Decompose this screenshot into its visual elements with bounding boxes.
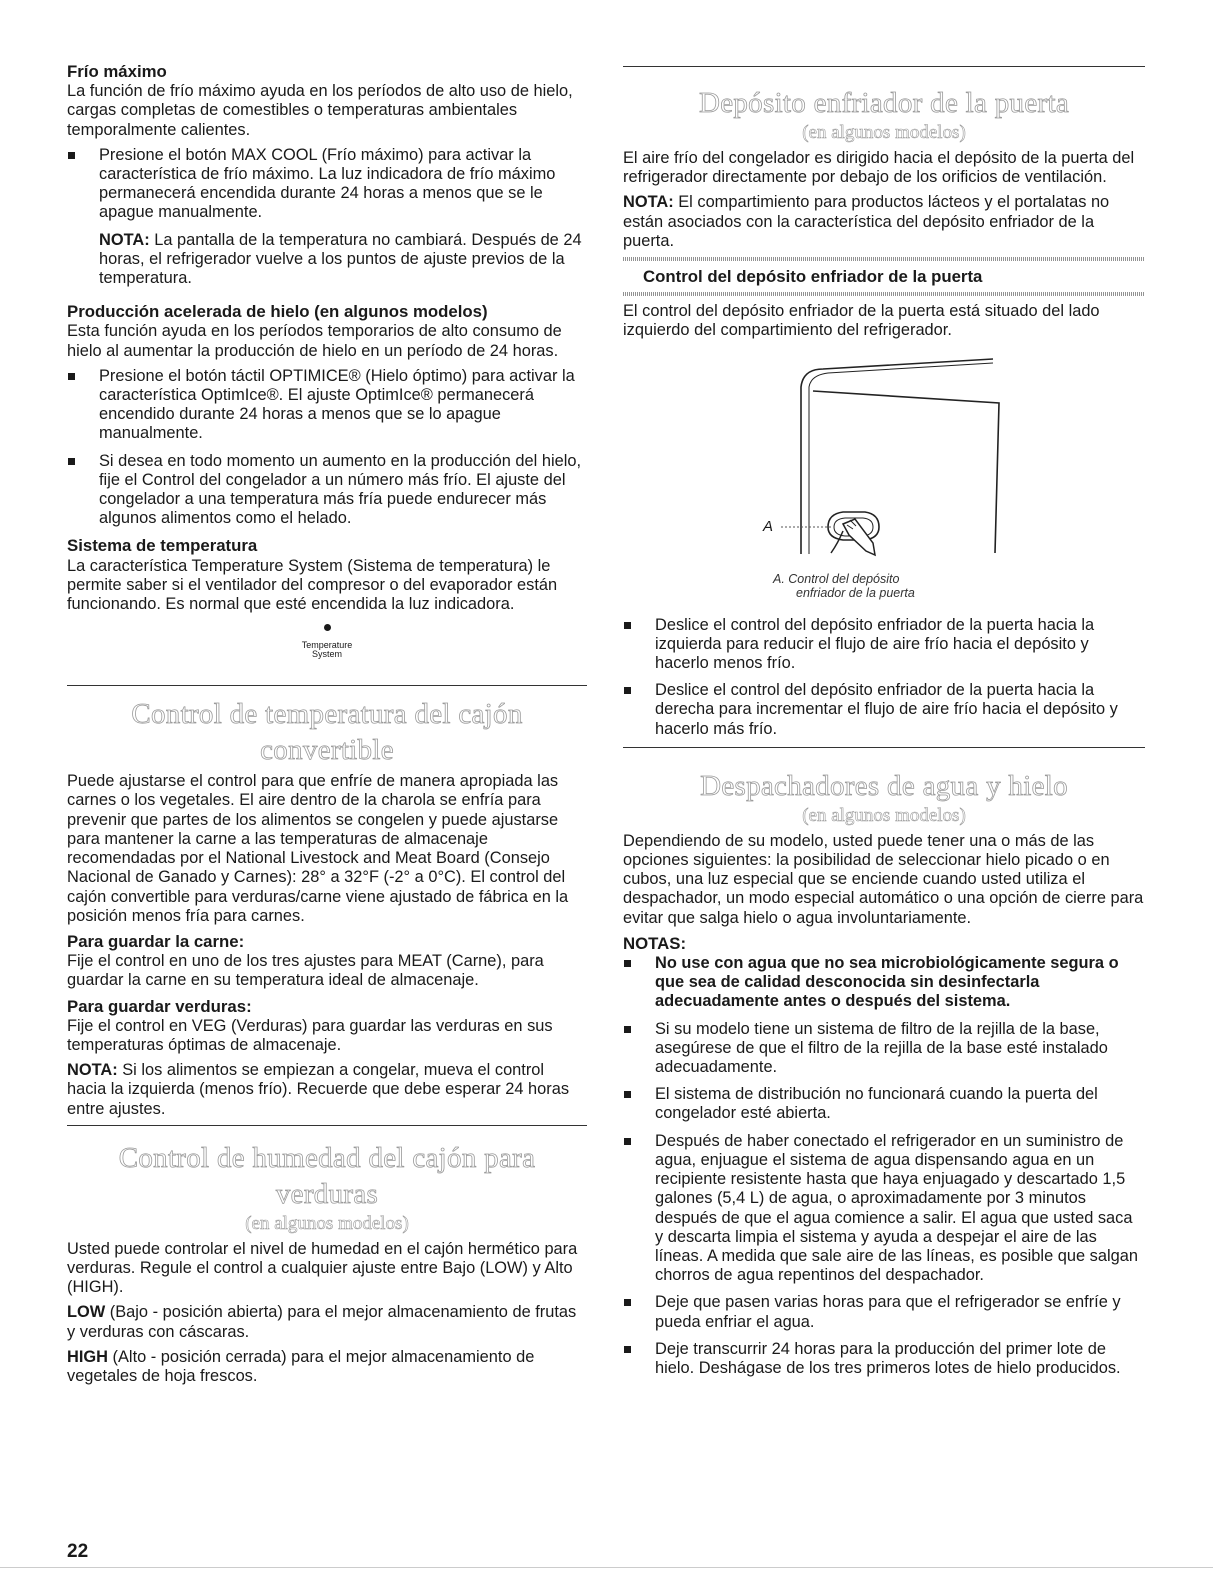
humedad-subtitle: (en algunos modelos): [245, 1212, 409, 1234]
deposito-note: [623, 193, 1145, 251]
section-frio-maximo: [67, 62, 587, 288]
list-item-text: Presione el botón táctil OPTIMICE® (Hielo óptimo) para activar la característica OptimIce®. El ajuste OptimIce® permanecerá encendido durante 24 horas a menos que se lo apague manualmente.: [99, 366, 575, 443]
left-column: [67, 62, 587, 1392]
list-item-text: Si su modelo tiene un sistema de filtro de la rejilla de la base, asegúrese de que el filtro de la rejilla de la base esté instalado adecuadamente.: [655, 1019, 1108, 1077]
list-item-text: El sistema de distribución no funcionará cuando la puerta del congelador esté abierta.: [655, 1085, 1098, 1123]
cajon-note: [67, 1061, 587, 1119]
high-label: HIGH: [67, 1347, 108, 1366]
list-item: [67, 367, 587, 444]
list-item-text: Deslice el control del depósito enfriador de la puerta hacia la derecha para incrementar el flujo de aire frío hacia el depósito y hacerlo más frío.: [655, 681, 1118, 738]
note-label: NOTA:: [67, 1061, 118, 1080]
hatched-divider: [623, 257, 1145, 261]
indicator-label: Temperature: [301, 640, 353, 651]
list-item: [623, 1020, 1145, 1078]
deposito-bullets: [623, 616, 1145, 739]
section-despachadores: [623, 748, 1145, 1378]
list-item-text: Deje transcurrir 24 horas para la producción del primer lote de hielo. Deshágase de los tres primeros lotes de hielo producidos.: [655, 1339, 1121, 1377]
section-humedad: [67, 1126, 587, 1386]
cajon-intro: Puede ajustarse el control para que enfríe de manera apropiada las carnes o los vegetales. El aire dentro de la charola se enfría para prevenir que partes de los alimentos se congelen y puede ajustarse para mantener la carne a las temperaturas de almacenaje recomendadas por el National Livestock and Meat Board (Consejo Nacional de Ganado y Carnes): 28° a 32°F (-2° a 0°C). El control del cajón convertible para verduras/carne viene ajustado de fábrica en la posición menos fría para carnes.: [67, 772, 569, 925]
right-column: [623, 66, 1145, 1386]
note-text: El compartimiento para productos lácteos y el portalatas no están asociados con la característica del depósito enfriador de la puerta.: [623, 193, 1110, 250]
despachadores-title: Despachadores de agua y hielo: [700, 769, 1068, 802]
sistema-intro: La característica Temperature System (Sistema de temperatura) le permite saber si el ventilador del compresor o del evaporador están funcionando. Es normal que esté encendida la luz indicadora.: [67, 556, 558, 614]
list-item: [623, 954, 1145, 1012]
page-bottom-rule: [0, 1567, 1213, 1568]
caption-line: A. Control del depósito: [773, 571, 900, 586]
list-item: [67, 452, 587, 529]
control-title: Control del depósito enfriador de la puerta: [643, 267, 983, 287]
carne-title: Para guardar la carne:: [67, 931, 245, 951]
frio-title: Frío máximo: [67, 62, 167, 81]
door-bin-figure: [623, 357, 1145, 572]
humedad-intro: Usted puede controlar el nivel de humedad en el cajón hermético para verduras. Regule el control a cualquier ajuste entre Bajo (LOW) y Alto (HIGH).: [67, 1239, 578, 1297]
bullet-square-icon: [624, 960, 631, 967]
carne-text: Fije el control en uno de los tres ajustes para MEAT (Carne), para guardar la carne en su temperatura ideal de almacenaje.: [67, 952, 544, 990]
list-item-text: Si desea en todo momento un aumento en la producción del hielo, fije el Control del congelador a un número más frío. El ajuste del congelador a una temperatura más fría puede endurecer más algunos alimentos como el helado.: [99, 451, 582, 528]
indicator-light-icon: [324, 624, 331, 631]
bullet-square-icon: [624, 1299, 631, 1306]
despachadores-subtitle: (en algunos modelos): [802, 804, 966, 826]
notas-label: NOTAS:: [623, 933, 687, 953]
bullet-square-icon: [68, 458, 75, 465]
note-text: La pantalla de la temperatura no cambiará. Después de 24 horas, el refrigerador vuelve a los puntos de ajuste previos de la temperatura.: [99, 230, 582, 288]
section-cajon-convertible: [67, 686, 587, 1118]
humedad-high: [67, 1348, 587, 1386]
figure-marker-a: A: [763, 517, 774, 535]
frio-bullets: [67, 146, 587, 223]
section-deposito: [623, 67, 1145, 739]
deposito-intro: El aire frío del congelador es dirigido hacia el depósito de la puerta del refrigerador directamente por debajo de los orificios de ventilación.: [623, 149, 1135, 187]
bullet-square-icon: [68, 373, 75, 380]
indicator-label: System: [311, 649, 342, 660]
bullet-square-icon: [624, 1026, 631, 1033]
deposito-title: Depósito enfriador de la puerta: [698, 87, 1070, 119]
note-label: NOTA:: [623, 193, 674, 212]
list-item: [623, 616, 1145, 674]
despachadores-bullets: [623, 954, 1145, 1378]
list-item-text: Deslice el control del depósito enfriador de la puerta hacia la izquierda para reducir el flujo de aire frío hacia el depósito y hacerlo menos frío.: [655, 615, 1095, 673]
bullet-square-icon: [624, 1346, 631, 1353]
bullet-square-icon: [68, 152, 75, 159]
list-item: [623, 1132, 1145, 1286]
figure-caption: [773, 572, 1145, 600]
hatched-divider: [623, 292, 1145, 296]
list-item: [623, 1340, 1145, 1378]
low-text: (Bajo - posición abierta) para el mejor almacenamiento de frutas y verduras con cáscaras.: [67, 1303, 577, 1341]
caption-line: enfriador de la puerta: [796, 585, 915, 600]
sistema-title: Sistema de temperatura: [67, 536, 258, 556]
control-text: El control del depósito enfriador de la puerta está situado del lado izquierdo del compartimiento del refrigerador.: [623, 302, 1100, 340]
verduras-title: Para guardar verduras:: [67, 996, 252, 1016]
list-item-text: Después de haber conectado el refrigerador en un suministro de agua, enjuague el sistema de agua dispensando agua en un recipiente resistente hasta que haya enjuagado y descartado 1,5 galones (5,4 L) de agua, o aproximadamente por 3 minutos después de que el agua comience a salir. El agua que usted saca y descarta limpia el sistema y ayuda a despejar el aire de las líneas. A medida que sale aire de las líneas, es posible que salgan chorros de agua repentinos del despachador.: [655, 1131, 1138, 1285]
list-item: [67, 146, 587, 223]
bullet-square-icon: [624, 1138, 631, 1145]
humedad-low: [67, 1303, 587, 1341]
verduras-text: Fije el control en VEG (Verduras) para guardar las verduras en sus temperaturas óptimas de almacenaje.: [67, 1016, 553, 1054]
bullet-square-icon: [624, 1091, 631, 1098]
hielo-intro: Esta función ayuda en los períodos temporarios de alto consumo de hielo al aumentar la producción de hielo en un período de 24 horas.: [67, 322, 562, 360]
hielo-bullets: [67, 367, 587, 529]
list-item: [623, 1293, 1145, 1331]
door-bin-illustration: [623, 357, 1145, 572]
frio-intro: La función de frío máximo ayuda en los períodos de alto uso de hielo, cargas completas de comestibles o temperaturas ambientales temporalmente calientes.: [67, 82, 573, 139]
hielo-title: Producción acelerada de hielo (en algunos modelos): [67, 302, 488, 322]
low-label: LOW: [67, 1303, 106, 1322]
section-sistema: [67, 536, 587, 659]
frio-note: [67, 231, 587, 289]
section-hielo: [67, 302, 587, 528]
despachadores-intro: Dependiendo de su modelo, usted puede tener una o más de las opciones siguientes: la posibilidad de seleccionar hielo picado o en cubos, una luz especial que se enciende cuando usted utiliza el despachador, un modo especial automático o una opción de cierre para evitar que salga hielo o agua involuntariamente.: [623, 831, 1144, 927]
page-number: 22: [67, 1541, 89, 1562]
temperature-system-indicator: [67, 624, 587, 659]
bullet-square-icon: [624, 687, 631, 694]
cajon-title: Control de temperatura del cajón convertible: [131, 698, 523, 767]
list-item-text: Deje que pasen varias horas para que el refrigerador se enfríe y pueda enfriar el agua.: [655, 1293, 1121, 1331]
note-text: Si los alimentos se empiezan a congelar, mueva el control hacia la izquierda (menos frío). Recuerde que debe esperar 24 horas entre ajustes.: [67, 1061, 570, 1118]
high-text: (Alto - posición cerrada) para el mejor almacenamiento de vegetales de hoja frescos.: [67, 1347, 535, 1385]
deposito-subtitle: (en algunos modelos): [802, 122, 966, 143]
list-item: [623, 1085, 1145, 1123]
note-label: NOTA:: [99, 230, 150, 249]
humedad-title: Control de humedad del cajón para verduras: [118, 1141, 536, 1210]
list-item-text: Presione el botón MAX COOL (Frío máximo) para activar la característica de frío máximo. La luz indicadora de frío máximo permanecerá encendida durante 24 horas a menos que se le apague manualmente.: [99, 145, 556, 222]
list-item-text: No use con agua que no sea microbiológicamente segura o que sea de calidad desconocida sin desinfectarla adecuadamente antes o después del sistema.: [655, 954, 1119, 1011]
list-item: [623, 681, 1145, 739]
bullet-square-icon: [624, 622, 631, 629]
